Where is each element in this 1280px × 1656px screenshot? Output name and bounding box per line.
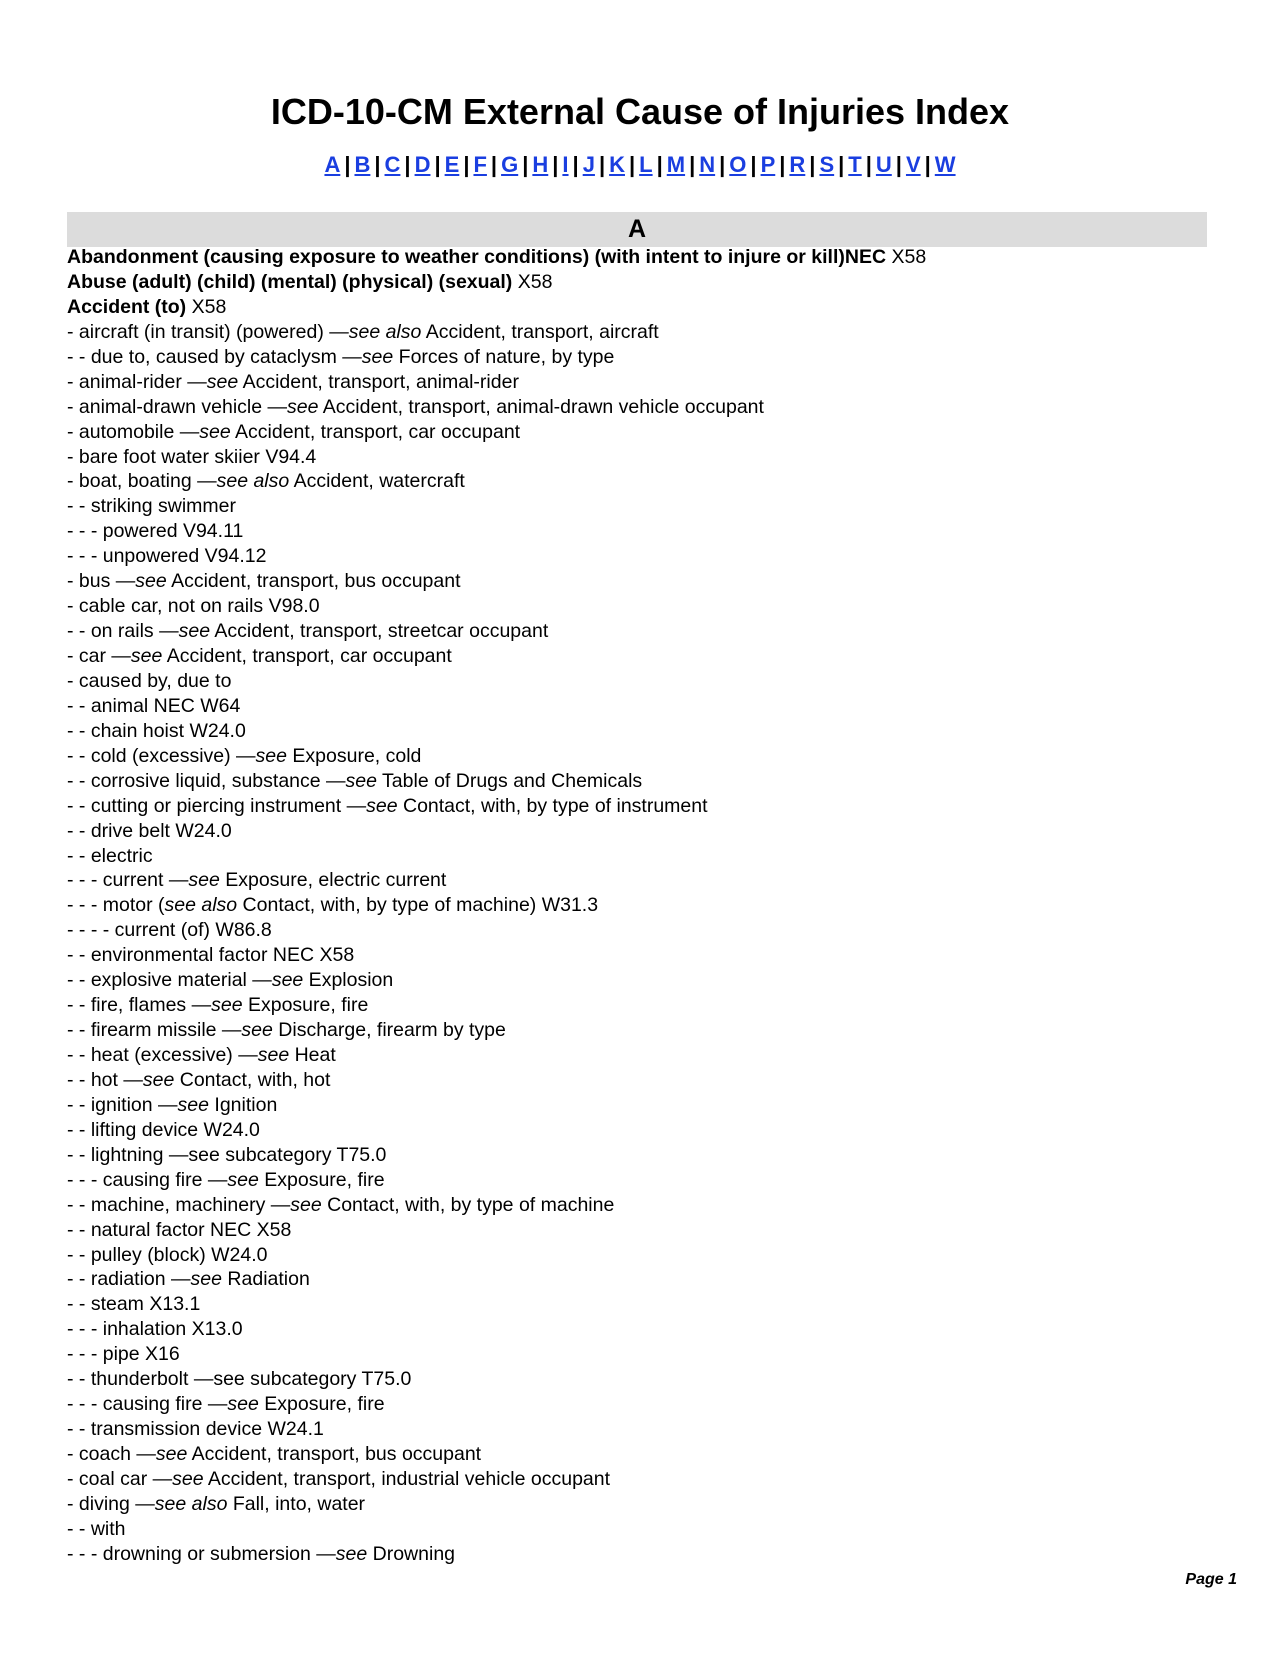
index-entry-text: see also <box>164 894 238 917</box>
index-entry <box>67 1542 1217 1567</box>
index-entry-text: Table of Drugs and Chemicals <box>376 769 643 792</box>
index-entry-text: see <box>255 744 287 767</box>
nav-separator: | <box>779 152 786 177</box>
index-entry <box>67 245 1217 270</box>
letter-link-f[interactable]: F <box>473 152 487 177</box>
nav-separator: | <box>628 152 636 177</box>
index-entry <box>67 1317 1217 1342</box>
index-entry-text: - - - causing fire — <box>67 1393 228 1416</box>
index-entry <box>67 420 1217 445</box>
index-entry-text: see <box>290 1193 322 1216</box>
index-entry-text: Explosion <box>303 969 394 992</box>
letter-link-o[interactable]: O <box>729 152 747 177</box>
index-entry-text: - - - - current (of) W86.8 <box>67 919 272 942</box>
index-entry-text: see <box>142 1068 175 1091</box>
index-entry-text: Contact, with, hot <box>174 1068 331 1091</box>
index-entry-text: see <box>335 1542 368 1565</box>
index-entry-text: - automobile — <box>67 420 200 443</box>
index-entry-text: Accident, transport, industrial vehicle occupant <box>203 1467 611 1490</box>
index-entry-text: Contact, with, by type of machine <box>321 1193 615 1216</box>
index-entry-text: - animal-drawn vehicle — <box>67 395 287 418</box>
index-entry-text: - - electric <box>67 844 153 867</box>
letter-link-u[interactable]: U <box>875 152 892 177</box>
index-entry-text: see <box>241 1019 273 1042</box>
index-entry-text: see <box>227 1168 259 1191</box>
letter-link-m[interactable]: M <box>666 152 686 177</box>
index-entry-text: Exposure, cold <box>287 744 422 767</box>
nav-separator: | <box>463 152 470 177</box>
letter-link-g[interactable]: G <box>501 152 519 177</box>
index-entry-text: - - - current — <box>67 869 189 892</box>
index-entry-text: see <box>345 769 377 792</box>
index-entry <box>67 1218 1217 1243</box>
index-entry <box>67 1392 1217 1417</box>
index-entry <box>67 1342 1217 1367</box>
index-entry <box>67 868 1217 893</box>
index-entry-text: - - cold (excessive) — <box>67 744 256 767</box>
letter-link-a[interactable]: A <box>324 152 341 177</box>
letter-link-v[interactable]: V <box>905 152 921 177</box>
letter-link-e[interactable]: E <box>444 152 460 177</box>
index-entry-text: - animal-rider — <box>67 370 207 393</box>
section-header-a: A <box>67 212 1207 247</box>
index-entry-text: - - drive belt W24.0 <box>67 819 232 842</box>
index-entry-text: see also <box>216 470 290 493</box>
index-entry <box>67 993 1217 1018</box>
index-entry-text: - - machine, machinery — <box>67 1193 291 1216</box>
letter-navigation <box>0 150 1280 180</box>
index-entry <box>67 1292 1217 1317</box>
letter-link-r[interactable]: R <box>789 152 806 177</box>
index-entry-text: - - animal NEC W64 <box>67 694 241 717</box>
index-entry <box>67 1193 1217 1218</box>
index-entry-text: see <box>271 969 304 992</box>
letter-link-l[interactable]: L <box>639 152 653 177</box>
index-entry <box>67 744 1217 769</box>
index-entry-text: - - on rails — <box>67 620 179 643</box>
index-entry-text: Accident, transport, streetcar occupant <box>210 620 549 643</box>
index-entry-text: Accident, transport, car occupant <box>162 645 452 667</box>
index-entry-text: Drowning <box>367 1542 456 1565</box>
nav-separator: | <box>865 152 872 177</box>
index-entry-text: - - transmission device W24.1 <box>67 1418 324 1441</box>
index-entry <box>67 1417 1217 1442</box>
index-entry-text: - - - pipe X16 <box>67 1343 180 1366</box>
nav-separator: | <box>374 152 381 177</box>
index-entry-text: - - steam X13.1 <box>67 1293 201 1316</box>
index-entry-text: - - - drowning or submersion — <box>67 1542 336 1565</box>
letter-link-c[interactable]: C <box>384 152 401 177</box>
index-entry <box>67 1068 1217 1093</box>
index-entry-text: Exposure, electric current <box>219 869 447 892</box>
index-entry-text: - - lightning —see subcategory T75.0 <box>67 1143 387 1166</box>
index-entry-text: X58 <box>186 295 227 318</box>
index-entry-text: X58 <box>886 246 927 268</box>
index-entry-text: see <box>199 420 231 443</box>
index-entry-text: Accident, transport, car occupant <box>230 420 521 443</box>
index-entry-text: Heat <box>289 1044 336 1066</box>
index-entry <box>67 844 1217 869</box>
index-entry-text: - boat, boating — <box>67 470 217 493</box>
index-entry-text: Contact, with, by type of instrument <box>397 794 708 817</box>
nav-separator: | <box>895 152 902 177</box>
index-entry-text: Exposure, fire <box>258 1168 385 1191</box>
index-entry-text: Accident, transport, animal-rider <box>238 370 519 393</box>
index-entry <box>67 395 1217 420</box>
index-entry <box>67 469 1217 494</box>
index-entry-text: Fall, into, water <box>227 1492 366 1515</box>
index-entry-text: - - chain hoist W24.0 <box>67 719 246 742</box>
index-entry <box>67 445 1217 470</box>
nav-separator: | <box>404 152 411 177</box>
index-entry-text: see <box>178 620 211 643</box>
index-entry <box>67 320 1217 345</box>
index-entry-text: see <box>211 994 243 1017</box>
index-entry-text: - - - powered V94.11 <box>67 520 244 543</box>
index-entry-text: - - heat (excessive) — <box>67 1044 258 1066</box>
index-entry-text: see <box>257 1044 290 1066</box>
index-entry <box>67 619 1217 644</box>
letter-link-j[interactable]: J <box>582 152 595 177</box>
index-entry-text: Abuse (adult) (child) (mental) (physical) (sexual) <box>67 270 513 293</box>
index-entry-text: - - - causing fire — <box>67 1168 228 1191</box>
index-entry-text: - - pulley (block) W24.0 <box>67 1243 268 1266</box>
index-entry-text: - - radiation — <box>67 1268 191 1291</box>
nav-separator: | <box>838 152 845 177</box>
index-entry <box>67 769 1217 794</box>
index-entry <box>67 1093 1217 1118</box>
index-entry-text: - - corrosive liquid, substance — <box>67 769 346 792</box>
nav-separator: | <box>809 152 816 177</box>
index-entry <box>67 1467 1217 1492</box>
index-entry <box>67 893 1217 918</box>
index-entry-text: Accident, transport, aircraft <box>421 320 659 343</box>
nav-separator: | <box>719 152 726 177</box>
letter-link-d[interactable]: D <box>414 152 431 177</box>
index-entry-text: - - with <box>67 1517 126 1540</box>
index-entry-text: see <box>366 794 398 817</box>
letter-link-h[interactable]: H <box>532 152 549 177</box>
index-entry-list <box>67 245 1217 1567</box>
page-number: Page 1 <box>1185 1571 1237 1588</box>
index-entry <box>67 1168 1217 1193</box>
nav-separator: | <box>434 152 441 177</box>
page-title: ICD-10-CM External Cause of Injuries Index <box>270 91 1010 132</box>
nav-separator: | <box>750 152 757 177</box>
index-entry-text: see <box>361 345 394 368</box>
index-entry <box>67 345 1217 370</box>
index-entry <box>67 519 1217 544</box>
index-entry-text: Accident (to) <box>67 295 187 318</box>
index-entry-text: see <box>177 1093 209 1116</box>
index-entry <box>67 270 1217 295</box>
index-entry <box>67 644 1217 669</box>
nav-separator: | <box>522 152 529 177</box>
index-entry <box>67 1043 1217 1068</box>
index-entry <box>67 295 1217 320</box>
index-entry-text: see <box>227 1393 259 1416</box>
letter-link-s[interactable]: S <box>819 152 835 177</box>
index-entry <box>67 1243 1217 1268</box>
index-entry-text: - cable car, not on rails V98.0 <box>67 595 320 618</box>
index-entry-text: Discharge, firearm by type <box>272 1019 506 1042</box>
index-entry-text: Ignition <box>209 1093 278 1116</box>
index-entry <box>67 1267 1217 1292</box>
index-entry <box>67 494 1217 519</box>
index-entry <box>67 1492 1217 1517</box>
index-entry <box>67 370 1217 395</box>
index-entry-text: - - - inhalation X13.0 <box>67 1318 243 1341</box>
index-entry <box>67 1367 1217 1392</box>
letter-link-i[interactable]: I <box>562 152 569 177</box>
index-entry-text: see <box>130 645 163 667</box>
index-entry <box>67 594 1217 619</box>
index-entry-text: - - natural factor NEC X58 <box>67 1218 292 1241</box>
index-entry-text: Exposure, fire <box>242 994 369 1017</box>
index-entry-text: - - explosive material — <box>67 969 272 992</box>
index-entry-text: Accident, watercraft <box>289 470 465 493</box>
index-entry-text: - - fire, flames — <box>67 994 212 1017</box>
index-entry-text: - - cutting or piercing instrument — <box>67 794 367 817</box>
index-entry-text: - - thunderbolt —see subcategory T75.0 <box>67 1368 412 1391</box>
letter-link-b[interactable]: B <box>354 152 371 177</box>
index-entry-text: see also <box>154 1492 228 1515</box>
index-entry <box>67 1018 1217 1043</box>
index-entry <box>67 943 1217 968</box>
nav-separator: | <box>552 152 559 177</box>
index-entry-text: - coal car — <box>67 1467 173 1490</box>
index-entry-text: see <box>206 370 239 393</box>
index-entry-text: see <box>135 570 167 593</box>
index-entry-text: - - - unpowered V94.12 <box>67 545 267 568</box>
letter-link-w[interactable]: W <box>934 152 956 177</box>
index-entry <box>67 569 1217 594</box>
index-entry-text: see also <box>348 320 422 343</box>
nav-separator: | <box>689 152 696 177</box>
index-entry-text: Contact, with, by type of machine) W31.3 <box>237 894 599 917</box>
index-entry <box>67 1517 1217 1542</box>
index-entry-text: - coach — <box>67 1443 156 1465</box>
index-entry <box>67 794 1217 819</box>
letter-link-t[interactable]: T <box>848 152 862 177</box>
letter-link-n[interactable]: N <box>699 152 716 177</box>
index-entry-text: - - - motor ( <box>67 894 165 917</box>
nav-separator: | <box>572 152 579 177</box>
index-entry-text: - - lifting device W24.0 <box>67 1118 260 1141</box>
nav-separator: | <box>924 152 931 177</box>
index-entry <box>67 719 1217 744</box>
index-entry-text: Abandonment (causing exposure to weather conditions) (with intent to injure or kill)NEC <box>67 246 887 268</box>
index-entry-text: - - due to, caused by cataclysm — <box>67 345 362 368</box>
index-entry-text: - car — <box>67 645 131 667</box>
index-entry-text: - aircraft (in transit) (powered) — <box>67 320 349 343</box>
index-entry-text: see <box>287 395 319 418</box>
index-entry-text: X58 <box>512 270 553 293</box>
index-entry <box>67 968 1217 993</box>
index-entry <box>67 1118 1217 1143</box>
index-entry-text: see <box>172 1467 204 1490</box>
index-entry-text: Accident, transport, bus occupant <box>187 1443 482 1465</box>
index-entry <box>67 918 1217 943</box>
index-entry-text: see <box>155 1443 188 1465</box>
letter-link-p[interactable]: P <box>760 152 776 177</box>
index-entry-text: Accident, transport, bus occupant <box>166 570 461 593</box>
index-entry <box>67 1442 1217 1467</box>
nav-separator: | <box>344 152 351 177</box>
index-entry-text: - - environmental factor NEC X58 <box>67 944 355 967</box>
nav-separator: | <box>490 152 498 177</box>
letter-link-k[interactable]: K <box>609 152 625 177</box>
index-entry-text: Exposure, fire <box>258 1393 385 1416</box>
index-entry <box>67 694 1217 719</box>
index-entry-text: see <box>190 1268 222 1291</box>
index-entry-text: see <box>188 869 220 892</box>
index-entry-text: - diving — <box>67 1492 155 1515</box>
index-entry-text: - - striking swimmer <box>67 495 236 518</box>
index-entry-text: - bus — <box>67 570 136 593</box>
index-entry <box>67 1143 1217 1168</box>
index-entry-text: Accident, transport, animal-drawn vehicle occupant <box>318 395 764 418</box>
index-entry-text: - - ignition — <box>67 1093 178 1116</box>
index-entry-text: - - firearm missile — <box>67 1019 242 1042</box>
nav-separator: | <box>598 152 606 177</box>
index-entry-text: - caused by, due to <box>67 669 232 692</box>
index-entry-text: Radiation <box>222 1268 310 1291</box>
index-entry-text: - bare foot water skiier V94.4 <box>67 445 317 468</box>
index-entry <box>67 669 1217 694</box>
index-entry <box>67 544 1217 569</box>
index-entry-text: Forces of nature, by type <box>393 345 615 368</box>
index-entry <box>67 819 1217 844</box>
nav-separator: | <box>656 152 663 177</box>
index-entry-text: - - hot — <box>67 1068 143 1091</box>
